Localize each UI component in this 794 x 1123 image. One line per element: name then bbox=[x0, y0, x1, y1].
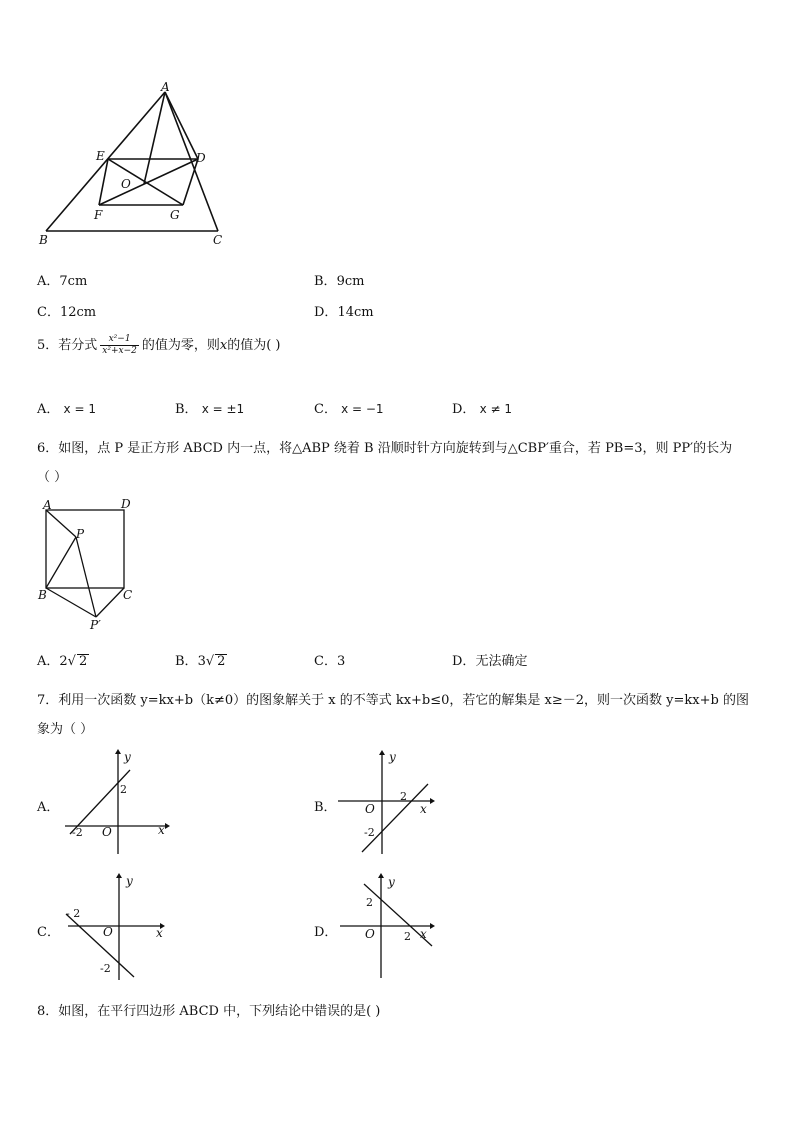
x-arrow-icon bbox=[430, 798, 435, 804]
q7-graph-a[interactable] bbox=[60, 752, 172, 858]
label-P: P bbox=[76, 527, 85, 541]
x-axis-label: x bbox=[158, 823, 165, 837]
question-7-line-1: 7．利用一次函数 y=kx+b（k≠0）的图象解关于 x 的不等式 kx+b≤0，若它的解集是 x≥－2，则一次函数 y=kx+b 的图 bbox=[37, 693, 749, 708]
tick-label: - 2 bbox=[66, 907, 81, 920]
label-F: F bbox=[94, 208, 103, 222]
label-B: B bbox=[38, 588, 47, 602]
q7-graph-d[interactable] bbox=[334, 870, 446, 980]
q5-option-d[interactable]: D． x ≠ 1 bbox=[452, 402, 512, 417]
q7-graph-b[interactable] bbox=[334, 750, 446, 856]
triangle-figure bbox=[38, 78, 238, 248]
question-6-line-1: 6．如图，点 P 是正方形 ABCD 内一点，将△ABP 绕着 B 沿顺时针方向旋转到与△CBP′重合，若 PB=3，则 PP′的长为 bbox=[37, 441, 733, 456]
label-C: C bbox=[123, 588, 133, 602]
q6-option-c[interactable]: C．3 bbox=[314, 654, 346, 669]
question-5: 5．若分式 $\frac{\text{x²−1}}{\text{x²+x−2}}$ 的值为零，则x的值为( ) bbox=[37, 334, 281, 356]
y-axis-label: y bbox=[388, 875, 395, 889]
tick-label: 2 bbox=[400, 790, 407, 803]
tick-label: 2 bbox=[120, 783, 127, 796]
q4-option-a[interactable]: A．7cm bbox=[37, 274, 88, 289]
x-axis-label: x bbox=[156, 926, 163, 940]
q7-option-d-letter[interactable]: D． bbox=[314, 925, 338, 940]
y-axis-label: y bbox=[124, 750, 131, 764]
label-D: D bbox=[121, 497, 131, 511]
x-arrow-icon bbox=[430, 923, 435, 929]
y-axis-label: y bbox=[389, 750, 396, 764]
q4-option-b[interactable]: B．9cm bbox=[314, 274, 365, 289]
q7-option-c-letter[interactable]: C． bbox=[37, 925, 60, 940]
x-axis-label: x bbox=[420, 927, 427, 941]
label-G: G bbox=[170, 208, 180, 222]
q5-option-a[interactable]: A． x = 1 bbox=[37, 402, 96, 417]
label-P-prime: P′ bbox=[90, 618, 101, 632]
q6-option-a[interactable]: A．2√ 2 bbox=[37, 654, 88, 669]
y-arrow-icon bbox=[379, 750, 385, 755]
tick-label: 2 bbox=[404, 930, 411, 943]
label-E: E bbox=[96, 149, 105, 163]
q7-option-a-letter[interactable]: A． bbox=[37, 800, 60, 815]
origin-label: O bbox=[365, 802, 375, 816]
q7-option-b-letter[interactable]: B． bbox=[314, 800, 337, 815]
x-axis-label: x bbox=[420, 802, 427, 816]
tick-label: 2 bbox=[366, 896, 373, 909]
fraction: $\frac{\text{x²−1}}{\text{x²+x−2}}$ bbox=[102, 334, 137, 356]
origin-label: O bbox=[103, 925, 113, 939]
label-C: C bbox=[213, 233, 223, 247]
q7-graph-c[interactable] bbox=[62, 872, 174, 982]
q4-option-d[interactable]: D．14cm bbox=[314, 305, 374, 320]
question-6-line-2: （ ） bbox=[37, 470, 68, 485]
q4-option-c[interactable]: C．12cm bbox=[37, 305, 97, 320]
label-A: A bbox=[161, 80, 170, 94]
y-arrow-icon bbox=[378, 873, 384, 878]
q5-option-c[interactable]: C． x = −1 bbox=[314, 402, 384, 417]
label-B: B bbox=[39, 233, 48, 247]
label-A: A bbox=[43, 498, 52, 512]
q5-option-b[interactable]: B． x = ±1 bbox=[175, 402, 245, 417]
q6-option-b[interactable]: B．3√ 2 bbox=[175, 654, 226, 669]
x-arrow-icon bbox=[165, 823, 170, 829]
label-D: D bbox=[196, 151, 206, 165]
tick-label: -2 bbox=[72, 826, 83, 839]
origin-label: O bbox=[102, 825, 112, 839]
tick-label: -2 bbox=[364, 826, 375, 839]
tick-label: -2 bbox=[100, 962, 111, 975]
y-arrow-icon bbox=[116, 873, 122, 878]
square-figure bbox=[36, 496, 146, 631]
q6-option-d[interactable]: D．无法确定 bbox=[452, 654, 528, 669]
origin-label: O bbox=[365, 927, 375, 941]
y-axis-label: y bbox=[126, 874, 133, 888]
label-O: O bbox=[121, 177, 131, 191]
question-7-line-2: 象为（ ） bbox=[37, 722, 94, 737]
y-arrow-icon bbox=[115, 749, 121, 754]
question-8: 8．如图，在平行四边形 ABCD 中，下列结论中错误的是( ) bbox=[37, 1004, 381, 1019]
